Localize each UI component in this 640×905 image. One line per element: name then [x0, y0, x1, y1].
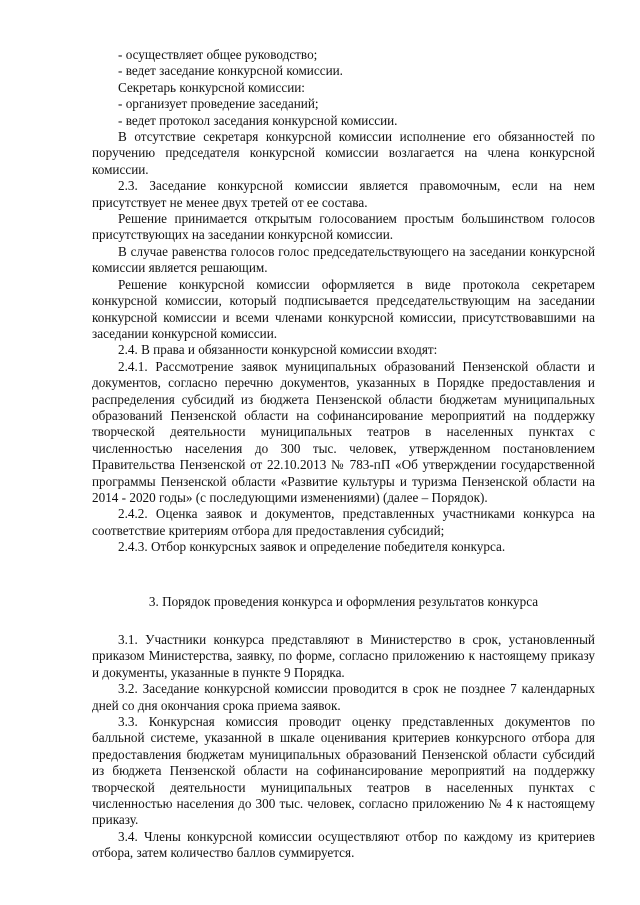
- paragraph-2-4-3: 2.4.3. Отбор конкурсных заявок и определение победителя конкурса.: [118, 539, 506, 555]
- paragraph-3-4: 3.4. Члены конкурсной комиссии осуществляют отбор по каждому из критериев отбора, затем количество баллов суммируется.: [92, 828, 595, 861]
- section-3-heading: 3. Порядок проведения конкурса и оформления результатов конкурса: [148, 593, 539, 609]
- document-page: [92, 47, 595, 862]
- section-spacer: [92, 556, 595, 594]
- paragraph-2-4: 2.4. В права и обязанности конкурсной комиссии входят:: [118, 342, 438, 358]
- duty-line-leads-meeting: - ведет заседание конкурсной комиссии.: [118, 63, 343, 79]
- paragraph-secretary-absence: В отсутствие секретаря конкурсной комиссии исполнение его обязанностей по поручению председателя конкурсной комиссии возлагается на члена конкурсной комиссии.: [92, 129, 595, 177]
- section-spacer: [92, 610, 595, 632]
- paragraph-3-3: 3.3. Конкурсная комиссия проводит оценку представленных документов по балльной системе, указанной в шкале оценивания критериев конкурсного отбора для предоставления бюджетам муниципальных образований Пензенской области субсидий из бюджета Пензенской области на софинансирование мероприятий на поддержку творческой деятельности муниципальных театров в населенных пунктах с численностью населения до 300 тыс. человек, согласно приложению № 4 к настоящему приказу.: [92, 714, 595, 828]
- paragraph-equal-votes: В случае равенства голосов голос председательствующего на заседании конкурсной комиссии является решающим.: [92, 243, 595, 276]
- paragraph-3-1: 3.1. Участники конкурса представляют в Министерство в срок, установленный приказом Министерства, заявку, по форме, согласно приложению к настоящему приказу и документы, указанные в пункте 9 Порядка.: [92, 632, 595, 680]
- paragraph-protocol: Решение конкурсной комиссии оформляется в виде протокола секретарем конкурсной комиссии, который подписывается председательствующим на заседании конкурсной комиссии и всеми членами конкурсной комиссии, присутствовавшими на заседании конкурсной комиссии.: [92, 276, 595, 341]
- paragraph-2-4-2: 2.4.2. Оценка заявок и документов, представленных участниками конкурса на соответствие критериям отбора для предоставления субсидий;: [92, 506, 595, 538]
- secretary-label: Секретарь конкурсной комиссии:: [118, 79, 305, 95]
- paragraph-decision: Решение принимается открытым голосованием простым большинством голосов присутствующих на заседании конкурсной комиссии.: [92, 211, 595, 243]
- duty-line-general-management: - осуществляет общее руководство;: [118, 47, 318, 62]
- paragraph-2-3: 2.3. Заседание конкурсной комиссии является правомочным, если на нем присутствует не менее двух третей от ее состава.: [92, 178, 595, 210]
- paragraph-2-4-1: 2.4.1. Рассмотрение заявок муниципальных образований Пензенской области и документов, согласно перечню документов, указанных в Порядке предоставления и распределения субсидий из бюджета Пензенской области бюджетам муниципальных образований Пензенской области на софинансирование мероприятий на поддержку творческой деятельности муниципальных театров в населенных пунктах с численностью населения до 300 тыс. человек, утвержденном постановлением Правительства Пензенской от 22.10.2013 № 783-пП «Об утверждении государственной программы Пензенской области «Развитие культуры и туризма Пензенской области на 2014 - 2020 годы» (с последующими изменениями) (далее – Порядок).: [92, 358, 595, 505]
- paragraph-3-2: 3.2. Заседание конкурсной комиссии проводится в срок не позднее 7 календарных дней со дня окончания срока приема заявок.: [92, 681, 595, 713]
- duty-line-keeps-protocol: - ведет протокол заседания конкурсной комиссии.: [118, 112, 398, 128]
- duty-line-organizes-meetings: - организует проведение заседаний;: [118, 96, 319, 112]
